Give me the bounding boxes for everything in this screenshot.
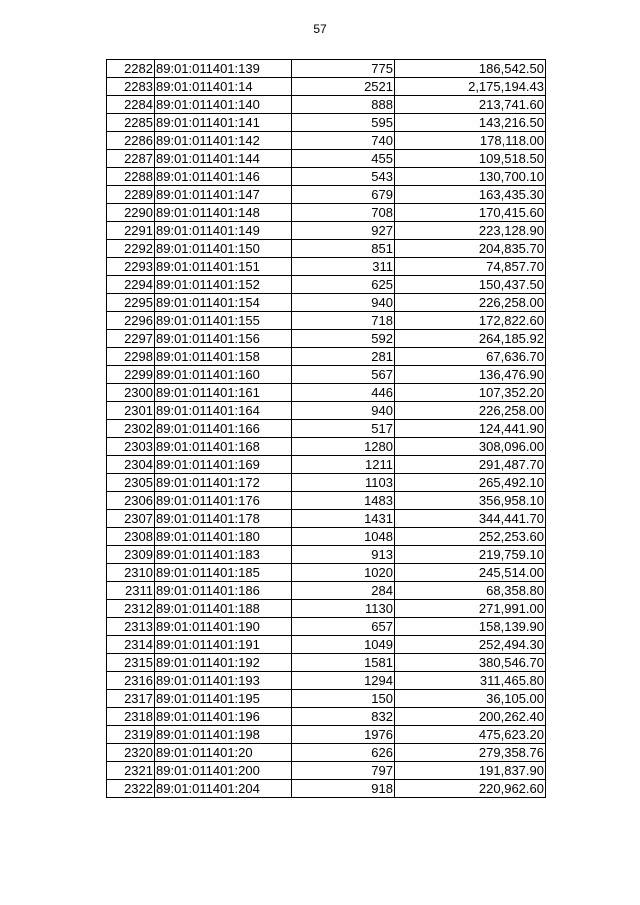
table-row xyxy=(107,744,546,762)
area-cell: 1048 xyxy=(292,528,395,546)
cadastral-number-cell: 89:01:011401:172 xyxy=(155,474,292,492)
value-cell: 264,185.92 xyxy=(395,330,546,348)
value-cell: 219,759.10 xyxy=(395,546,546,564)
area-cell: 595 xyxy=(292,114,395,132)
table-row xyxy=(107,492,546,510)
area-cell: 1020 xyxy=(292,564,395,582)
table-row xyxy=(107,240,546,258)
table-row xyxy=(107,474,546,492)
row-index-cell: 2288 xyxy=(107,168,155,186)
area-cell: 1049 xyxy=(292,636,395,654)
row-index-cell: 2321 xyxy=(107,762,155,780)
table-row xyxy=(107,510,546,528)
area-cell: 446 xyxy=(292,384,395,402)
cadastral-number-cell: 89:01:011401:180 xyxy=(155,528,292,546)
row-index-cell: 2290 xyxy=(107,204,155,222)
area-cell: 543 xyxy=(292,168,395,186)
table-row xyxy=(107,186,546,204)
row-index-cell: 2317 xyxy=(107,690,155,708)
cadastral-number-cell: 89:01:011401:169 xyxy=(155,456,292,474)
value-cell: 213,741.60 xyxy=(395,96,546,114)
row-index-cell: 2295 xyxy=(107,294,155,312)
value-cell: 291,487.70 xyxy=(395,456,546,474)
area-cell: 1280 xyxy=(292,438,395,456)
table-row xyxy=(107,582,546,600)
cadastral-number-cell: 89:01:011401:141 xyxy=(155,114,292,132)
value-cell: 107,352.20 xyxy=(395,384,546,402)
value-cell: 2,175,194.43 xyxy=(395,78,546,96)
row-index-cell: 2298 xyxy=(107,348,155,366)
area-cell: 927 xyxy=(292,222,395,240)
row-index-cell: 2300 xyxy=(107,384,155,402)
cadastral-number-cell: 89:01:011401:164 xyxy=(155,402,292,420)
value-cell: 191,837.90 xyxy=(395,762,546,780)
row-index-cell: 2316 xyxy=(107,672,155,690)
table-row xyxy=(107,114,546,132)
value-cell: 308,096.00 xyxy=(395,438,546,456)
row-index-cell: 2289 xyxy=(107,186,155,204)
area-cell: 284 xyxy=(292,582,395,600)
area-cell: 740 xyxy=(292,132,395,150)
data-table xyxy=(106,59,546,798)
row-index-cell: 2302 xyxy=(107,420,155,438)
cadastral-number-cell: 89:01:011401:155 xyxy=(155,312,292,330)
area-cell: 940 xyxy=(292,402,395,420)
cadastral-number-cell: 89:01:011401:20 xyxy=(155,744,292,762)
value-cell: 252,253.60 xyxy=(395,528,546,546)
row-index-cell: 2310 xyxy=(107,564,155,582)
area-cell: 775 xyxy=(292,60,395,78)
value-cell: 68,358.80 xyxy=(395,582,546,600)
area-cell: 1483 xyxy=(292,492,395,510)
table-row xyxy=(107,654,546,672)
area-cell: 1581 xyxy=(292,654,395,672)
table-row xyxy=(107,780,546,798)
cadastral-number-cell: 89:01:011401:148 xyxy=(155,204,292,222)
area-cell: 625 xyxy=(292,276,395,294)
table-row xyxy=(107,726,546,744)
table-row xyxy=(107,456,546,474)
cadastral-number-cell: 89:01:011401:152 xyxy=(155,276,292,294)
table-row xyxy=(107,384,546,402)
table-row xyxy=(107,204,546,222)
value-cell: 223,128.90 xyxy=(395,222,546,240)
value-cell: 170,415.60 xyxy=(395,204,546,222)
row-index-cell: 2309 xyxy=(107,546,155,564)
table-row xyxy=(107,528,546,546)
row-index-cell: 2291 xyxy=(107,222,155,240)
row-index-cell: 2304 xyxy=(107,456,155,474)
row-index-cell: 2283 xyxy=(107,78,155,96)
value-cell: 178,118.00 xyxy=(395,132,546,150)
cadastral-number-cell: 89:01:011401:193 xyxy=(155,672,292,690)
area-cell: 455 xyxy=(292,150,395,168)
row-index-cell: 2285 xyxy=(107,114,155,132)
value-cell: 311,465.80 xyxy=(395,672,546,690)
area-cell: 913 xyxy=(292,546,395,564)
value-cell: 204,835.70 xyxy=(395,240,546,258)
value-cell: 200,262.40 xyxy=(395,708,546,726)
cadastral-number-cell: 89:01:011401:195 xyxy=(155,690,292,708)
row-index-cell: 2286 xyxy=(107,132,155,150)
table-row xyxy=(107,708,546,726)
cadastral-number-cell: 89:01:011401:139 xyxy=(155,60,292,78)
row-index-cell: 2293 xyxy=(107,258,155,276)
row-index-cell: 2307 xyxy=(107,510,155,528)
table-row xyxy=(107,600,546,618)
row-index-cell: 2305 xyxy=(107,474,155,492)
cadastral-number-cell: 89:01:011401:160 xyxy=(155,366,292,384)
cadastral-number-cell: 89:01:011401:191 xyxy=(155,636,292,654)
table-row xyxy=(107,762,546,780)
table-row xyxy=(107,78,546,96)
area-cell: 657 xyxy=(292,618,395,636)
table-row xyxy=(107,312,546,330)
row-index-cell: 2311 xyxy=(107,582,155,600)
value-cell: 252,494.30 xyxy=(395,636,546,654)
row-index-cell: 2299 xyxy=(107,366,155,384)
value-cell: 143,216.50 xyxy=(395,114,546,132)
table-row xyxy=(107,276,546,294)
value-cell: 380,546.70 xyxy=(395,654,546,672)
area-cell: 708 xyxy=(292,204,395,222)
table-row xyxy=(107,222,546,240)
table-row xyxy=(107,438,546,456)
area-cell: 940 xyxy=(292,294,395,312)
row-index-cell: 2306 xyxy=(107,492,155,510)
cadastral-number-cell: 89:01:011401:183 xyxy=(155,546,292,564)
table-row xyxy=(107,96,546,114)
cadastral-number-cell: 89:01:011401:142 xyxy=(155,132,292,150)
cadastral-number-cell: 89:01:011401:166 xyxy=(155,420,292,438)
table-row xyxy=(107,150,546,168)
value-cell: 130,700.10 xyxy=(395,168,546,186)
value-cell: 74,857.70 xyxy=(395,258,546,276)
area-cell: 718 xyxy=(292,312,395,330)
value-cell: 220,962.60 xyxy=(395,780,546,798)
table-row xyxy=(107,546,546,564)
value-cell: 226,258.00 xyxy=(395,294,546,312)
value-cell: 163,435.30 xyxy=(395,186,546,204)
value-cell: 279,358.76 xyxy=(395,744,546,762)
value-cell: 271,991.00 xyxy=(395,600,546,618)
area-cell: 2521 xyxy=(292,78,395,96)
cadastral-number-cell: 89:01:011401:186 xyxy=(155,582,292,600)
row-index-cell: 2287 xyxy=(107,150,155,168)
cadastral-number-cell: 89:01:011401:161 xyxy=(155,384,292,402)
value-cell: 67,636.70 xyxy=(395,348,546,366)
area-cell: 918 xyxy=(292,780,395,798)
table-row xyxy=(107,330,546,348)
value-cell: 124,441.90 xyxy=(395,420,546,438)
value-cell: 158,139.90 xyxy=(395,618,546,636)
value-cell: 356,958.10 xyxy=(395,492,546,510)
row-index-cell: 2312 xyxy=(107,600,155,618)
row-index-cell: 2297 xyxy=(107,330,155,348)
area-cell: 1103 xyxy=(292,474,395,492)
area-cell: 1976 xyxy=(292,726,395,744)
row-index-cell: 2320 xyxy=(107,744,155,762)
value-cell: 150,437.50 xyxy=(395,276,546,294)
table-row xyxy=(107,294,546,312)
row-index-cell: 2296 xyxy=(107,312,155,330)
cadastral-number-cell: 89:01:011401:146 xyxy=(155,168,292,186)
row-index-cell: 2313 xyxy=(107,618,155,636)
value-cell: 109,518.50 xyxy=(395,150,546,168)
value-cell: 265,492.10 xyxy=(395,474,546,492)
row-index-cell: 2282 xyxy=(107,60,155,78)
area-cell: 1294 xyxy=(292,672,395,690)
area-cell: 626 xyxy=(292,744,395,762)
table-row xyxy=(107,366,546,384)
area-cell: 679 xyxy=(292,186,395,204)
row-index-cell: 2315 xyxy=(107,654,155,672)
cadastral-number-cell: 89:01:011401:14 xyxy=(155,78,292,96)
table-row xyxy=(107,258,546,276)
area-cell: 517 xyxy=(292,420,395,438)
cadastral-number-cell: 89:01:011401:140 xyxy=(155,96,292,114)
area-cell: 851 xyxy=(292,240,395,258)
cadastral-number-cell: 89:01:011401:204 xyxy=(155,780,292,798)
cadastral-number-cell: 89:01:011401:178 xyxy=(155,510,292,528)
table-body xyxy=(107,60,546,798)
area-cell: 832 xyxy=(292,708,395,726)
area-cell: 311 xyxy=(292,258,395,276)
cadastral-number-cell: 89:01:011401:196 xyxy=(155,708,292,726)
value-cell: 245,514.00 xyxy=(395,564,546,582)
area-cell: 1211 xyxy=(292,456,395,474)
cadastral-number-cell: 89:01:011401:176 xyxy=(155,492,292,510)
cadastral-number-cell: 89:01:011401:144 xyxy=(155,150,292,168)
row-index-cell: 2284 xyxy=(107,96,155,114)
row-index-cell: 2301 xyxy=(107,402,155,420)
value-cell: 344,441.70 xyxy=(395,510,546,528)
cadastral-number-cell: 89:01:011401:151 xyxy=(155,258,292,276)
area-cell: 1431 xyxy=(292,510,395,528)
cadastral-number-cell: 89:01:011401:192 xyxy=(155,654,292,672)
table-row xyxy=(107,690,546,708)
cadastral-number-cell: 89:01:011401:198 xyxy=(155,726,292,744)
table-row xyxy=(107,420,546,438)
cadastral-number-cell: 89:01:011401:168 xyxy=(155,438,292,456)
table-row xyxy=(107,348,546,366)
cadastral-number-cell: 89:01:011401:147 xyxy=(155,186,292,204)
value-cell: 475,623.20 xyxy=(395,726,546,744)
table-row xyxy=(107,672,546,690)
area-cell: 281 xyxy=(292,348,395,366)
area-cell: 888 xyxy=(292,96,395,114)
row-index-cell: 2303 xyxy=(107,438,155,456)
value-cell: 172,822.60 xyxy=(395,312,546,330)
cadastral-number-cell: 89:01:011401:188 xyxy=(155,600,292,618)
cadastral-number-cell: 89:01:011401:154 xyxy=(155,294,292,312)
cadastral-number-cell: 89:01:011401:185 xyxy=(155,564,292,582)
value-cell: 36,105.00 xyxy=(395,690,546,708)
cadastral-number-cell: 89:01:011401:158 xyxy=(155,348,292,366)
page-number: 57 xyxy=(313,22,327,36)
value-cell: 226,258.00 xyxy=(395,402,546,420)
area-cell: 567 xyxy=(292,366,395,384)
cadastral-number-cell: 89:01:011401:190 xyxy=(155,618,292,636)
row-index-cell: 2319 xyxy=(107,726,155,744)
area-cell: 797 xyxy=(292,762,395,780)
row-index-cell: 2294 xyxy=(107,276,155,294)
cadastral-number-cell: 89:01:011401:200 xyxy=(155,762,292,780)
table-row xyxy=(107,132,546,150)
cadastral-number-cell: 89:01:011401:149 xyxy=(155,222,292,240)
row-index-cell: 2292 xyxy=(107,240,155,258)
cadastral-number-cell: 89:01:011401:150 xyxy=(155,240,292,258)
table-row xyxy=(107,564,546,582)
value-cell: 186,542.50 xyxy=(395,60,546,78)
table-row xyxy=(107,636,546,654)
value-cell: 136,476.90 xyxy=(395,366,546,384)
row-index-cell: 2322 xyxy=(107,780,155,798)
table-row xyxy=(107,168,546,186)
row-index-cell: 2308 xyxy=(107,528,155,546)
table-row xyxy=(107,60,546,78)
table-row xyxy=(107,402,546,420)
row-index-cell: 2314 xyxy=(107,636,155,654)
row-index-cell: 2318 xyxy=(107,708,155,726)
table-row xyxy=(107,618,546,636)
area-cell: 592 xyxy=(292,330,395,348)
area-cell: 1130 xyxy=(292,600,395,618)
area-cell: 150 xyxy=(292,690,395,708)
cadastral-number-cell: 89:01:011401:156 xyxy=(155,330,292,348)
